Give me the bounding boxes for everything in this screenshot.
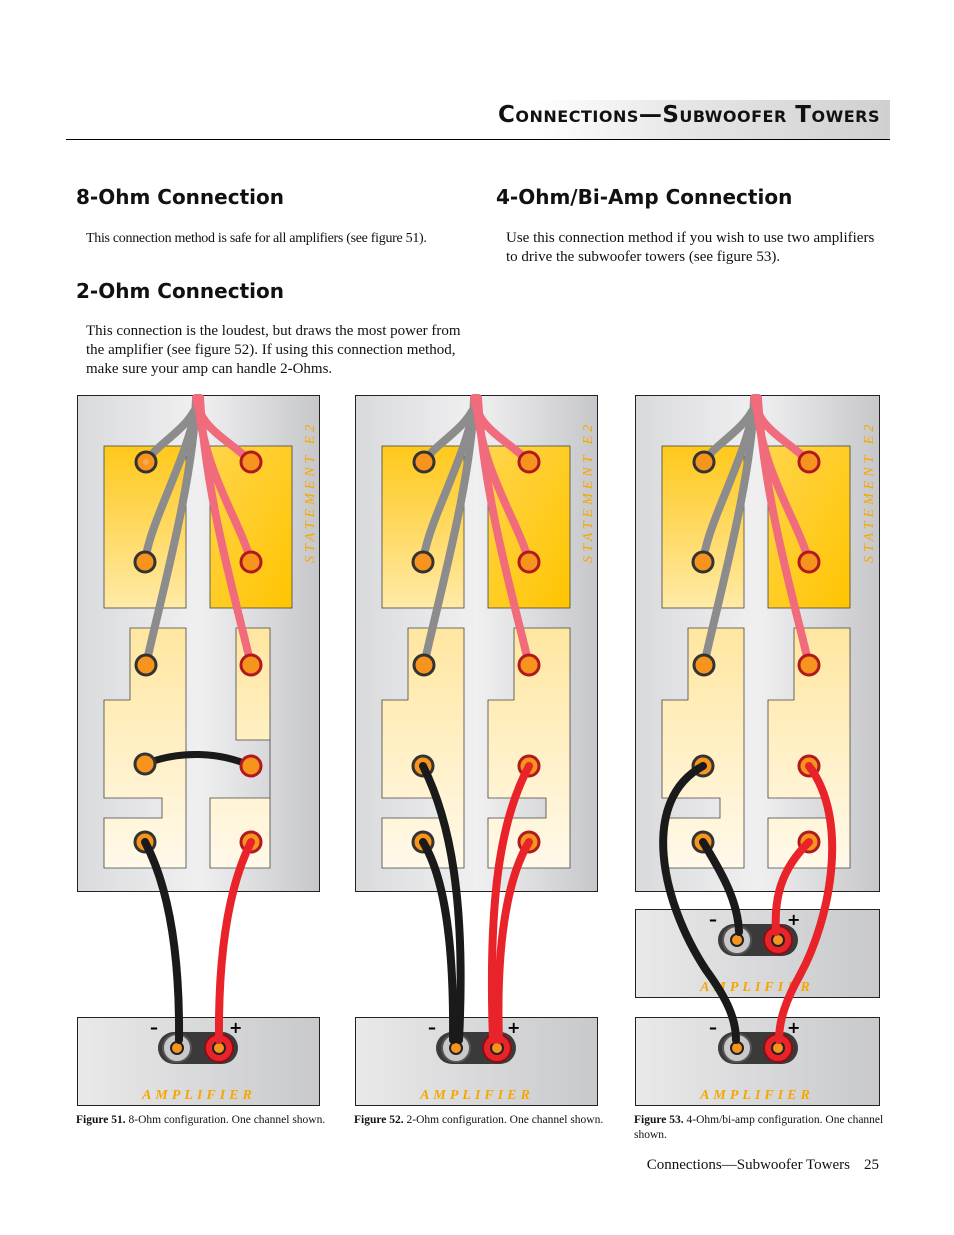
figure-label: Figure 51.	[76, 1114, 126, 1126]
figure-52	[356, 396, 598, 1106]
minus-sign: –	[428, 1018, 436, 1037]
binding-post-negative	[136, 452, 156, 472]
page-number: 25	[864, 1157, 879, 1173]
tower-label: STATEMENT E2	[581, 420, 596, 563]
heading-2-ohm: 2-Ohm Connection	[76, 279, 284, 303]
amplifier-label: AMPLIFIER	[700, 980, 814, 995]
binding-post-positive	[241, 552, 261, 572]
footer-title: Connections—Subwoofer Towers	[646, 1157, 850, 1173]
figure-51	[78, 396, 320, 1106]
text-8-ohm: This connection method is safe for all amplifiers (see figure 51).	[86, 231, 427, 246]
plus-sign: +	[787, 910, 801, 929]
minus-sign: –	[150, 1018, 158, 1037]
binding-post-negative	[135, 754, 155, 774]
page-title: Connections—Subwoofer Towers	[498, 102, 880, 128]
amplifier-label: AMPLIFIER	[420, 1088, 534, 1103]
binding-post-negative	[413, 552, 433, 572]
figure-53	[636, 396, 880, 1106]
plus-sign: +	[787, 1018, 801, 1037]
binding-post-negative	[414, 655, 434, 675]
binding-post-positive	[519, 552, 539, 572]
amplifier-label: AMPLIFIER	[142, 1088, 256, 1103]
heading-4-ohm-bi-amp: 4-Ohm/Bi-Amp Connection	[496, 185, 793, 209]
figure-label: Figure 52.	[354, 1114, 404, 1126]
binding-post-positive	[799, 552, 819, 572]
binding-post-negative	[694, 655, 714, 675]
figure-51-caption	[76, 1113, 326, 1128]
plus-sign: +	[507, 1018, 521, 1037]
text-2-ohm: This connection is the loudest, but draws the most power from the amplifier (see figure 52). If using this connection method, make sure your amp can handle 2-Ohms.	[86, 323, 461, 377]
figure-53-caption	[634, 1113, 884, 1143]
plus-sign: +	[229, 1018, 243, 1037]
tower-label: STATEMENT E2	[862, 420, 877, 563]
figure-label: Figure 53.	[634, 1114, 684, 1126]
binding-post-positive	[241, 655, 261, 675]
minus-sign: –	[709, 1018, 717, 1037]
binding-post-negative	[694, 452, 714, 472]
caption-text: 4-Ohm/bi-amp configuration. One channel shown.	[634, 1114, 884, 1141]
amplifier-label: AMPLIFIER	[700, 1088, 814, 1103]
minus-sign: –	[709, 910, 717, 929]
page-footer	[647, 1157, 879, 1174]
binding-post-negative	[135, 552, 155, 572]
binding-post-negative	[136, 655, 156, 675]
caption-text: 2-Ohm configuration. One channel shown.	[406, 1114, 604, 1126]
caption-text: 8-Ohm configuration. One channel shown.	[128, 1114, 326, 1126]
binding-post-positive	[241, 452, 261, 472]
binding-post-positive	[799, 655, 819, 675]
binding-post-positive	[519, 452, 539, 472]
binding-post-positive	[241, 756, 261, 776]
text-4-ohm-bi-amp: Use this connection method if you wish to use two amplifiers to drive the subwoofer towers (see figure 53).	[506, 230, 875, 265]
heading-8-ohm: 8-Ohm Connection	[76, 185, 284, 209]
binding-post-positive	[799, 452, 819, 472]
tower-label: STATEMENT E2	[303, 420, 318, 563]
binding-post-negative	[693, 552, 713, 572]
binding-post-positive	[519, 655, 539, 675]
figure-52-caption	[354, 1113, 604, 1128]
binding-post-negative	[414, 452, 434, 472]
